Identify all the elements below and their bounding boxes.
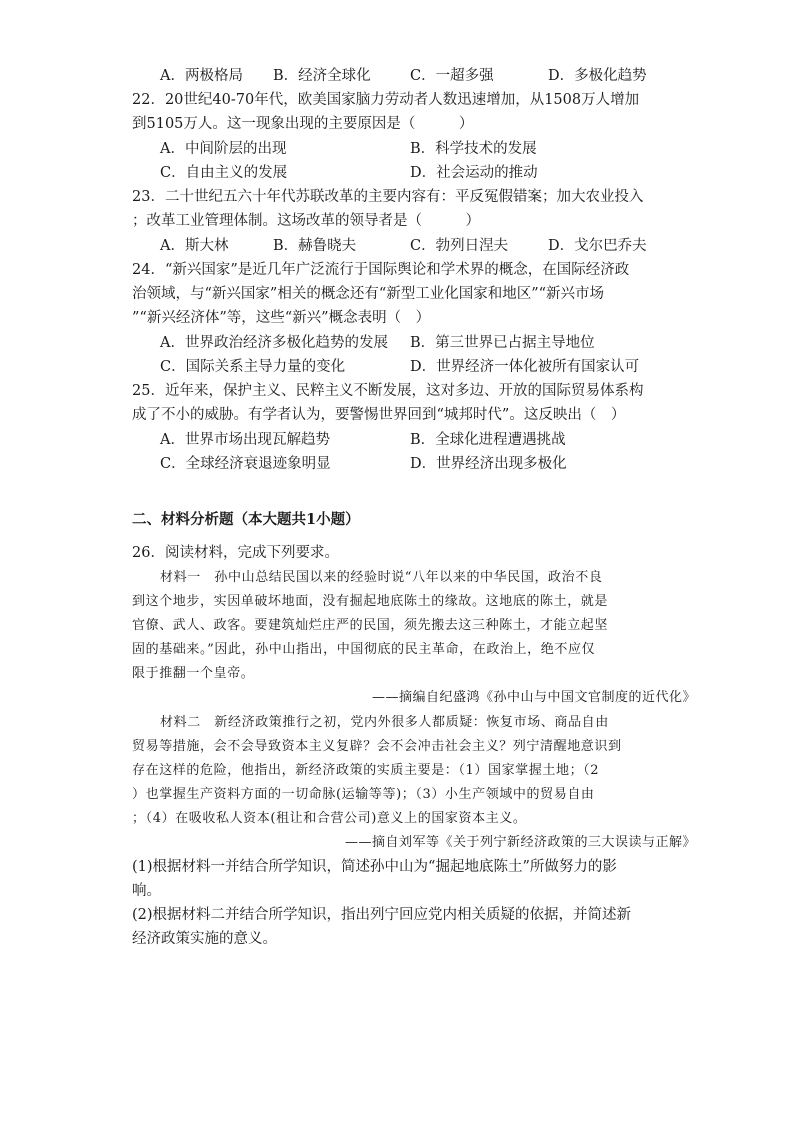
section-title: 二、材料分析题（本大题共1小题） [132, 511, 360, 528]
material2-line: 材料二 新经济政策推行之初，党内外很多人都质疑：恢复市场、商品自由 [160, 715, 609, 730]
q24-stem-line: 治领域，与“新兴国家”相关的概念还有“新型工业化国家和地区”“新兴市场 [132, 286, 605, 302]
q25-option-c: C．全球经济衰退迹象明显 [160, 456, 331, 472]
q25-option-d: D．世界经济出现多极化 [410, 456, 567, 472]
q24-stem-line: ”“新兴经济体”等，这些“新兴”概念表明（ ） [132, 310, 431, 326]
q21-option-d: D．多极化趋势 [548, 68, 647, 84]
q23-option-d: D．戈尔巴乔夫 [548, 238, 647, 254]
q21-option-a: A．两极格局 [160, 68, 243, 84]
material2-line: 贸易等措施，会不会导致资本主义复辟？会不会冲击社会主义？列宁清醒地意识到 [132, 739, 622, 754]
material2-line: ）也掌握生产资料方面的一切命脉(运输等等)；（3）小生产领域中的贸易自由 [132, 787, 595, 802]
q23-stem-line: 23．二十世纪五六十年代苏联改革的主要内容有：平反冤假错案；加大农业投入 [132, 189, 644, 205]
q26-question-line: 响。 [132, 883, 161, 899]
material1-line: 到这个地步，实因单破坏地面，没有掘起地底陈土的缘故。这地底的陈土，就是 [132, 594, 609, 609]
material1-line: 限于推翻一个皇帝。 [132, 666, 255, 681]
q24-option-d: D．世界经济一体化被所有国家认可 [410, 359, 640, 375]
q26-intro: 26．阅读材料，完成下列要求。 [132, 545, 339, 561]
q22-option-c: C．自由主义的发展 [160, 165, 288, 181]
q25-stem-line: 25．近年来，保护主义、民粹主义不断发展，这对多边、开放的国际贸易体系构 [132, 383, 644, 399]
q21-option-b: B．经济全球化 [273, 68, 371, 84]
q24-option-b: B．第三世界已占据主导地位 [410, 335, 595, 351]
material2-line: ；（4）在吸收私人资本(租让和合营公司)意义上的国家资本主义。 [132, 811, 527, 826]
q23-option-a: A．斯大林 [160, 238, 229, 254]
material1-line: 固的基础来。”因此，孙中山指出，中国彻底的民主革命，在政治上，绝不应仅 [132, 642, 596, 657]
q22-option-d: D．社会运动的推动 [410, 165, 538, 181]
q24-stem-line: 24．“新兴国家”是近几年广泛流行于国际舆论和学术界的概念，在国际经济政 [132, 262, 630, 278]
q26-question-line: (1)根据材料一并结合所学知识，简述孙中山为“掘起地底陈土”所做努力的影 [132, 859, 617, 875]
q24-option-a: A．世界政治经济多极化趋势的发展 [160, 335, 388, 351]
q26-question-line: 经济政策实施的意义。 [132, 931, 277, 947]
q21-option-c: C．一超多强 [410, 68, 494, 84]
q23-option-b: B．赫鲁晓夫 [273, 238, 357, 254]
q22-stem-line: 22．20世纪40-70年代，欧美国家脑力劳动者人数迅速增加，从1508万人增加 [132, 92, 640, 108]
q22-stem-line: 到5105万人。这一现象出现的主要原因是（ ） [132, 116, 474, 132]
material1-line: 官僚、武人、政客。要建筑灿烂庄严的民国，须先搬去这三种陈土，才能立起坚 [132, 618, 609, 633]
material2-source: ——摘自刘军等《关于列宁新经济政策的三大误读与正解》 [344, 835, 696, 850]
q22-option-a: A．中间阶层的出现 [160, 141, 287, 157]
q25-option-b: B．全球化进程遭遇挑战 [410, 432, 566, 448]
q25-stem-line: 成了不小的威胁。有学者认为，要警惕世界回到“城邦时代”。这反映出（ ） [132, 407, 626, 423]
q23-option-c: C．勃列日涅夫 [410, 238, 509, 254]
q23-stem-line: ；改革工业管理体制。这场改革的领导者是（ ） [132, 213, 480, 229]
q25-option-a: A．世界市场出现瓦解趋势 [160, 432, 330, 448]
material1-line: 材料一 孙中山总结民国以来的经验时说“八年以来的中华民国，政治不良 [160, 570, 603, 585]
q26-question-line: (2)根据材料二并结合所学知识，指出列宁回应党内相关质疑的依据，并简述新 [132, 907, 632, 923]
q22-option-b: B．科学技术的发展 [410, 141, 537, 157]
material1-source: ——摘编自纪盛鸿《孙中山与中国文官制度的近代化》 [371, 690, 696, 705]
material2-line: 存在这样的危险，他指出，新经济政策的实质主要是：（1）国家掌握土地；（2 [132, 763, 600, 778]
q24-option-c: C．国际关系主导力量的变化 [160, 359, 346, 375]
